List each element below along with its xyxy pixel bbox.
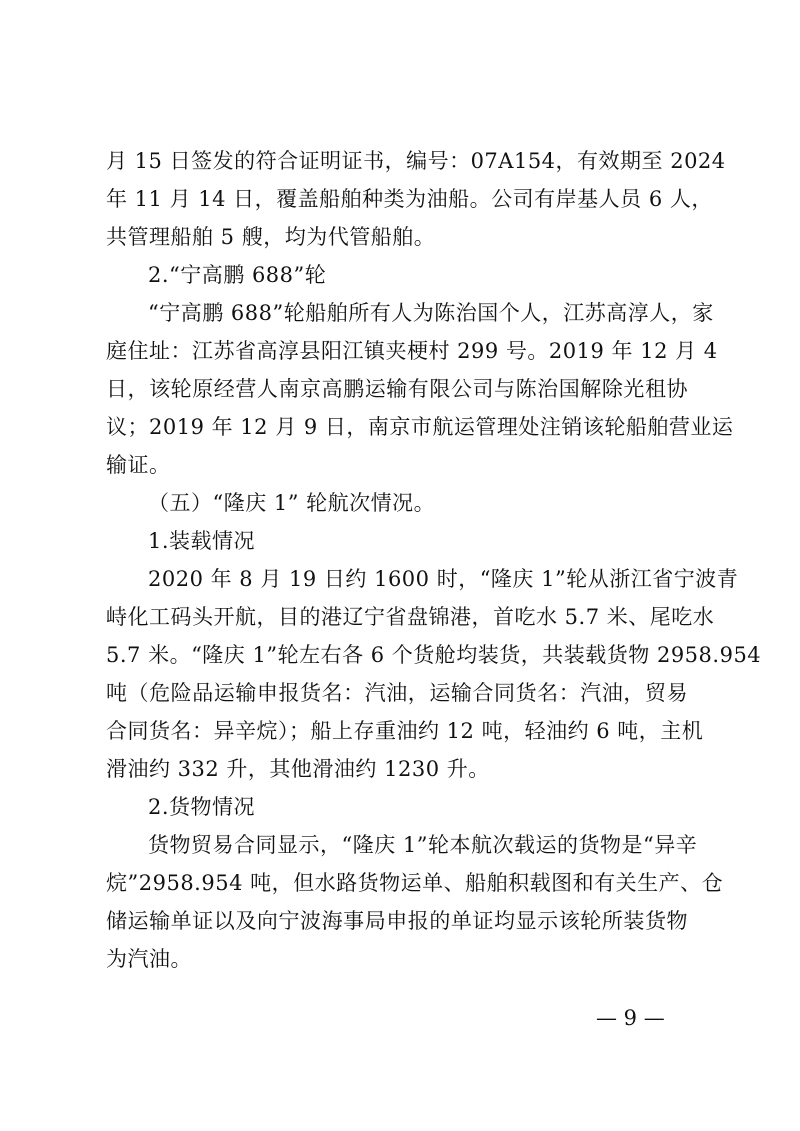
body-text-line: 输证。 xyxy=(106,453,171,477)
body-text-line: 为汽油。 xyxy=(106,947,192,971)
section-heading: （五）“隆庆 1” 轮航次情况。 xyxy=(148,491,436,515)
body-text-line: 日，该轮原经营人南京高鹏运输有限公司与陈治国解除光租协 xyxy=(106,377,688,401)
body-text-line: 峙化工码头开航，目的港辽宁省盘锦港，首吃水 5.7 米、尾吃水 xyxy=(106,605,715,629)
body-text-line: 2020 年 8 月 19 日约 1600 时，“隆庆 1”轮从浙江省宁波青 xyxy=(148,567,739,591)
body-text-line: 月 15 日签发的符合证明证书，编号：07A154，有效期至 2024 xyxy=(106,149,726,173)
body-text-line: “宁高鹏 688”轮船舶所有人为陈治国个人，江苏高淳人，家 xyxy=(148,301,714,325)
body-text-line: 5.7 米。“隆庆 1”轮左右各 6 个货舱均装货，共装载货物 2958.954 xyxy=(106,643,762,667)
section-heading: 2.货物情况 xyxy=(148,795,256,819)
section-heading: 2.“宁高鹏 688”轮 xyxy=(148,263,327,287)
page-number: — 9 — xyxy=(596,1006,665,1030)
section-heading: 1.装载情况 xyxy=(148,529,256,553)
body-text-line: 吨（危险品运输申报货名：汽油，运输合同货名：汽油，贸易 xyxy=(106,681,688,705)
body-text-line: 货物贸易合同显示，“隆庆 1”轮本航次载运的货物是“异辛 xyxy=(148,833,698,857)
body-text-line: 滑油约 332 升，其他滑油约 1230 升。 xyxy=(106,757,490,781)
body-text-line: 年 11 月 14 日，覆盖船舶种类为油船。公司有岸基人员 6 人， xyxy=(106,187,713,211)
body-text-line: 储运输单证以及向宁波海事局申报的单证均显示该轮所装货物 xyxy=(106,909,688,933)
body-text-line: 共管理船舶 5 艘，均为代管船舶。 xyxy=(106,225,436,249)
body-text-line: 烷”2958.954 吨，但水路货物运单、船舶积载图和有关生产、仓 xyxy=(106,871,724,895)
body-text-line: 议；2019 年 12 月 9 日，南京市航运管理处注销该轮船舶营业运 xyxy=(106,415,734,439)
body-text-line: 合同货名：异辛烷）；船上存重油约 12 吨，轻油约 6 吨，主机 xyxy=(106,719,704,743)
body-text-line: 庭住址：江苏省高淳县阳江镇夹梗村 299 号。2019 年 12 月 4 xyxy=(106,339,718,363)
